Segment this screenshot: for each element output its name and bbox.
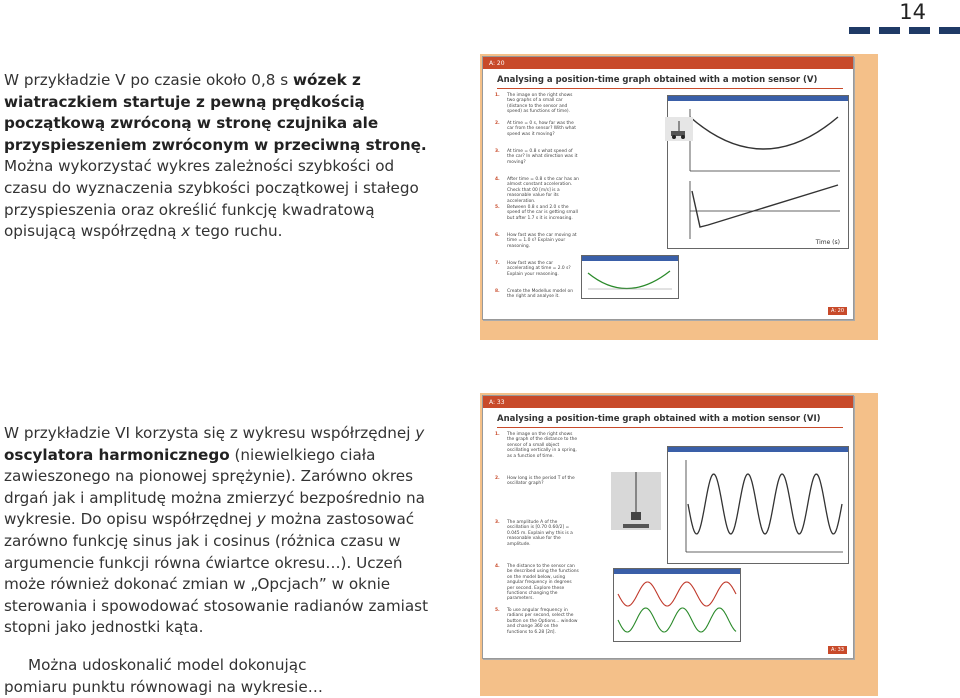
worksheet-v-page (482, 56, 854, 320)
paragraph-example-vi (4, 423, 450, 639)
item-number: 5. (495, 608, 500, 613)
worksheet-v-axis-label: Time (s) (815, 239, 840, 246)
item-number: 1. (495, 432, 500, 437)
p1-bold-1: wózek z (293, 71, 361, 89)
worksheet-v-footer-tag: A: 20 (828, 307, 847, 315)
worksheet-item (497, 432, 579, 459)
paragraph-example-v (4, 70, 474, 243)
item-text: The amplitude A of the oscillation is [0.70 0.60/2] = 0.045 m. Explain why this is a reasonable value for the amplitude. (507, 520, 573, 547)
p2-l10: stopni jako jednostki kąta. (4, 618, 204, 637)
p1-line-8-post: tego ruchu. (190, 222, 283, 241)
worksheet-vi-footer-tag: A: 33 (828, 646, 847, 654)
p3-l1: Można udoskonalić model dokonując (28, 656, 307, 674)
item-number: 7. (495, 261, 500, 266)
item-text: To use angular frequency in radians per second, select the button on the Options... window and change 360 on the functions to 6.28 [2π]. (507, 608, 578, 635)
paragraph-improve-model (4, 655, 474, 698)
worksheet-v-tag: A: 20 (489, 59, 505, 67)
p2-l7: argumencie funkcji równa ćwiartce okresu…). Uczeń (4, 553, 403, 572)
worksheet-item (497, 608, 579, 635)
dash-3 (909, 27, 930, 34)
worksheet-v-image (480, 54, 878, 340)
p2-l1-pre: W przykładzie VI korzysta się z wykresu współrzędnej (4, 424, 416, 442)
worksheet-vi-spring-photo (611, 472, 661, 530)
p1-lead: W przykładzie V po czasie około 0,8 s (4, 71, 294, 89)
item-number: 8. (495, 289, 500, 294)
p3-l2: pomiaru punktu równowagi na wykresie… (4, 677, 323, 696)
worksheet-vi-window-graph (667, 446, 849, 564)
p2-l5-pre: wykresie. Do opisu współrzędnej (4, 510, 257, 529)
worksheet-item (497, 177, 579, 204)
worksheet-vi-graph (668, 452, 848, 562)
p1-bold-3: początkową zwróconą w stronę czujnika ale (4, 114, 379, 133)
worksheet-v-header (483, 57, 853, 69)
item-number: 2. (495, 476, 500, 481)
item-text: The distance to the sensor can be described using the functions on the model below, using angular frequency in degrees per second. Explore these functions changing the parameters. (507, 564, 579, 602)
p2-l1-var: y (415, 424, 425, 442)
p2-l3: zawieszonego na pionowej sprężynie). Zarówno okres (4, 467, 414, 486)
p1-line-8-pre: opisującą współrzędną (4, 222, 182, 241)
worksheet-item (497, 233, 579, 249)
item-number: 5. (495, 205, 500, 210)
item-number: 4. (495, 177, 500, 182)
p1-bold-4: przyspieszeniem zwróconym w przeciwną stronę. (4, 135, 427, 154)
p2-l2-post: (niewielkiego ciała (229, 445, 376, 464)
worksheet-v-graphs (668, 101, 848, 247)
worksheet-item (497, 520, 579, 547)
item-text: At time = 0 s, how far was the car from the sensor? With what speed was it moving? (507, 121, 576, 137)
worksheet-v-window-graph (667, 95, 849, 249)
p1-line-5: Można wykorzystać wykres zależności szybkości od (4, 157, 395, 176)
item-text: The image on the right shows two graphs of a small car (distance to the sensor and speed) as functions of time). (507, 93, 573, 115)
item-text: At time = 0.8 s what speed of the car? In what direction was it moving? (507, 149, 578, 165)
item-text: Create the Modellus model on the right and analyse it. (507, 289, 573, 300)
header-decoration (849, 27, 960, 34)
worksheet-vi-tag: A: 33 (489, 398, 505, 406)
worksheet-v-cart-photo (665, 117, 693, 141)
worksheet-item (497, 93, 579, 115)
p1-line-8-var: x (181, 222, 191, 241)
item-text: After time = 0.8 s the car has an almost constant acceleration. Check that 00 [m/s] is a reasonable value for its acceleration. (507, 177, 579, 204)
worksheet-item (497, 149, 579, 165)
p2-l9: sterowania i spowodować stosowanie radianów zamiast (4, 596, 429, 615)
p1-line-7: przyspieszenia oraz określić funkcję kwadratową (4, 200, 375, 219)
p1-bold-2: wiatraczkiem startuje z pewną prędkością (4, 92, 365, 111)
worksheet-vi-image (480, 393, 878, 696)
p2-l4: drgań jak i amplitudę można zmierzyć bezpośrednio na (4, 488, 425, 507)
worksheet-vi-header (483, 396, 853, 408)
worksheet-item (497, 289, 579, 300)
dash-4 (939, 27, 960, 34)
p2-l2-bold: oscylatora harmonicznego (4, 445, 230, 464)
p2-l8: może również dokonać zmian w „Opcjach” w oknie (4, 575, 391, 594)
worksheet-vi-title: Analysing a position-time graph obtained with a motion sensor (VI) (497, 414, 821, 424)
worksheet-item (497, 261, 579, 277)
worksheet-vi-rule (497, 427, 843, 428)
item-text: How fast was the car accelerating at time = 2.0 s? Explain your reasoning. (507, 261, 571, 277)
item-text: Between 0.8 s and 2.0 s the speed of the car is getting small but after 1.7 s it is increasing. (507, 205, 578, 221)
item-number: 2. (495, 121, 500, 126)
p1-line-6: czasu do wyznaczenia szybkości początkowej i stałego (4, 178, 419, 197)
dash-1 (849, 27, 870, 34)
worksheet-v-rule (497, 88, 843, 89)
worksheet-vi-page (482, 395, 854, 659)
page-number: 14 (899, 0, 926, 24)
item-text: The image on the right shows the graph of the distance to the sensor of a small object oscillating vertically in a spring, as a function of time. (507, 432, 578, 459)
worksheet-vi-modellus-window (613, 568, 741, 642)
worksheet-item (497, 205, 579, 221)
item-number: 1. (495, 93, 500, 98)
worksheet-v-modellus-window (581, 255, 679, 299)
item-number: 4. (495, 564, 500, 569)
worksheet-item (497, 476, 579, 487)
worksheet-v-title: Analysing a position-time graph obtained with a motion sensor (V) (497, 75, 818, 85)
item-number: 3. (495, 520, 500, 525)
dash-2 (879, 27, 900, 34)
worksheet-item (497, 564, 579, 602)
p2-l5-post: można zastosować (265, 510, 415, 529)
worksheet-item (497, 121, 579, 137)
item-number: 3. (495, 149, 500, 154)
p2-l5-var: y (256, 510, 266, 529)
item-number: 6. (495, 233, 500, 238)
p2-l6: zarówno funkcję sinus jak i cosinus (różnica czasu w (4, 531, 401, 550)
item-text: How fast was the car moving at time = 1.0 s? Explain your reasoning. (507, 233, 577, 249)
item-text: How long is the period T of the oscillator graph? (507, 476, 575, 487)
